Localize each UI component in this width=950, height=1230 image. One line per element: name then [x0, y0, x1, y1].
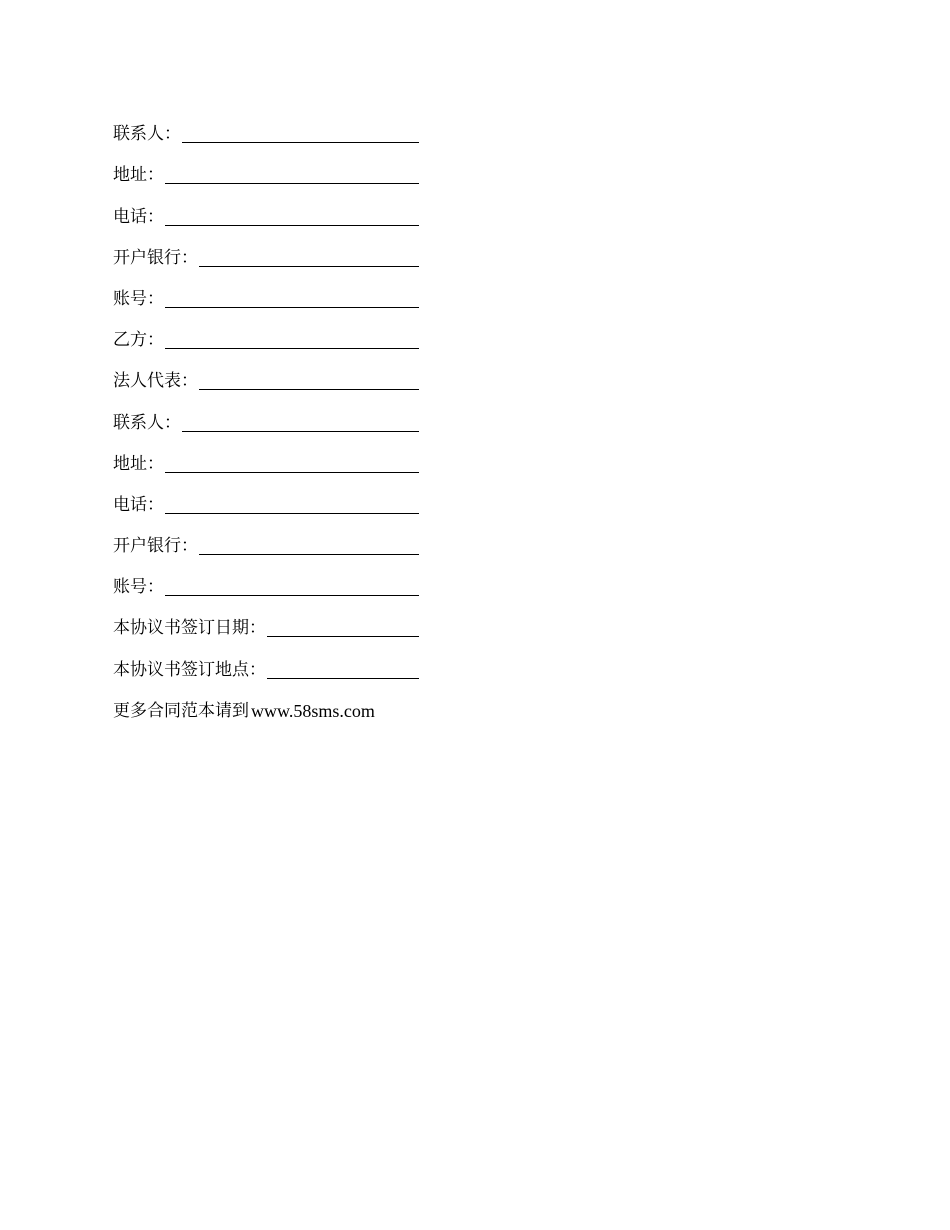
footer-text: 更多合同范本请到 — [113, 700, 249, 721]
bank-field-b — [113, 524, 423, 565]
document-page — [113, 112, 423, 730]
address-field-a — [113, 153, 423, 194]
account-field-a — [113, 277, 423, 318]
field-label: 本协议书签订地点： — [113, 659, 266, 680]
phone-field-a — [113, 194, 423, 235]
blank-line — [267, 678, 419, 679]
blank-line — [165, 225, 419, 226]
contact-person-field-a — [113, 112, 423, 153]
bank-field-a — [113, 236, 423, 277]
address-field-b — [113, 442, 423, 483]
blank-line — [165, 513, 419, 514]
blank-line — [165, 595, 419, 596]
field-label: 电话： — [113, 494, 164, 515]
legal-representative-field — [113, 359, 423, 400]
field-label: 开户银行： — [113, 536, 198, 557]
field-label: 联系人： — [113, 412, 181, 433]
field-label: 电话： — [113, 206, 164, 227]
field-label: 法人代表： — [113, 371, 198, 392]
party-b-field — [113, 318, 423, 359]
blank-line — [182, 142, 419, 143]
blank-line — [165, 183, 419, 184]
footer-note — [113, 689, 423, 730]
field-label: 开户银行： — [113, 247, 198, 268]
blank-line — [199, 389, 419, 390]
field-label: 账号： — [113, 577, 164, 598]
blank-line — [165, 348, 419, 349]
blank-line — [182, 431, 419, 432]
blank-line — [199, 266, 419, 267]
field-label: 地址： — [113, 453, 164, 474]
field-label: 地址： — [113, 165, 164, 186]
field-label: 联系人： — [113, 124, 181, 145]
blank-line — [199, 554, 419, 555]
signing-place-field — [113, 647, 423, 688]
field-label: 账号： — [113, 288, 164, 309]
signing-date-field — [113, 606, 423, 647]
account-field-b — [113, 565, 423, 606]
blank-line — [165, 472, 419, 473]
blank-line — [165, 307, 419, 308]
contact-person-field-b — [113, 400, 423, 441]
field-label: 乙方： — [113, 330, 164, 351]
footer-link[interactable]: www.58sms.com — [251, 700, 375, 721]
field-label: 本协议书签订日期： — [113, 618, 266, 639]
phone-field-b — [113, 483, 423, 524]
blank-line — [267, 636, 419, 637]
